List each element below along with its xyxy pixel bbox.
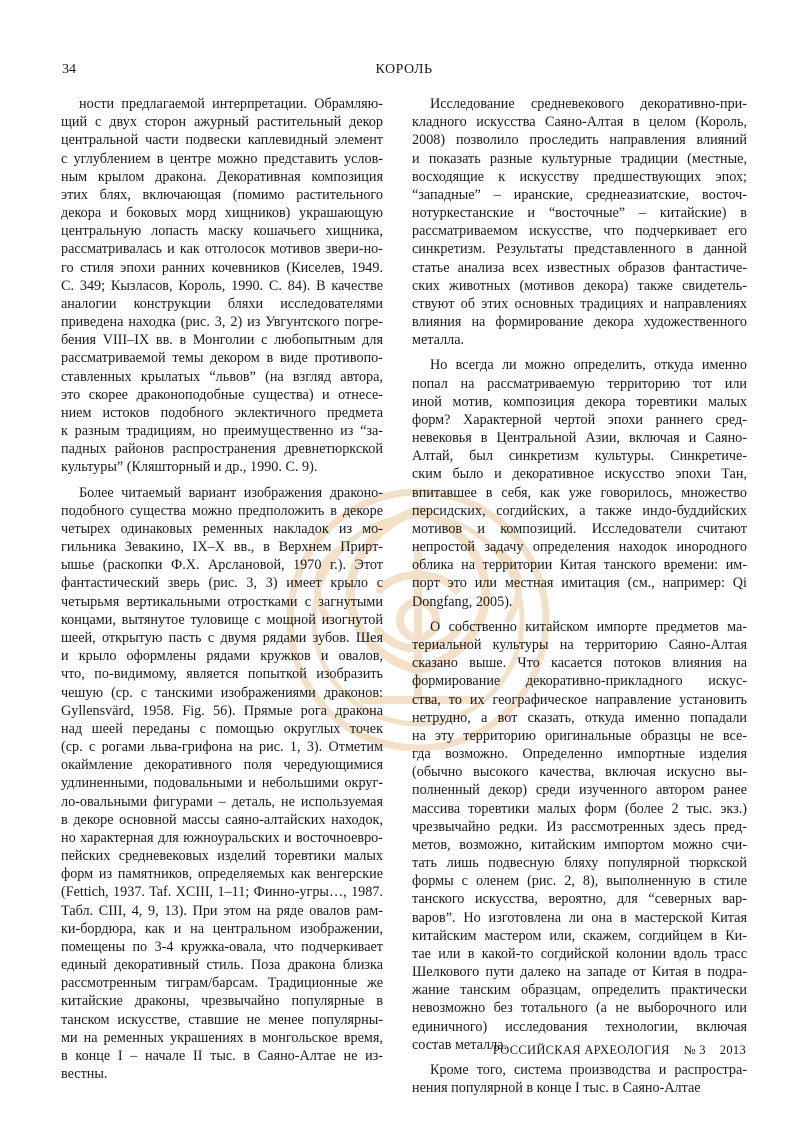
text-line: единичного) исследования технологии, включая <box>412 1018 747 1035</box>
text-line: и показать разные культурные традиции (местные, <box>412 150 747 167</box>
text-line: шеей, открытую пасть с двумя рядами зубов. Шея <box>61 629 383 646</box>
text-line: форм? Характерной чертой эпохи раннего сред- <box>412 411 747 428</box>
text-line: тать лишь подвесную бляху популярной тюркской <box>412 855 747 872</box>
text-line: в декоре основной массы саяно-алтайских находок, <box>61 811 383 828</box>
text-line: чешую (ср. с танскими изображениями драконов: <box>61 684 383 701</box>
text-line: Dongfang, 2005). <box>412 593 513 610</box>
text-line: (обычно высокого качества, включая искусно вы- <box>412 764 747 781</box>
text-line: аналогии конструкции бляхи исследователями <box>61 295 383 312</box>
text-line: статье анализа всех известных образов фантастиче- <box>412 259 747 276</box>
text-line: что, по-видимому, является попыткой изобразить <box>61 666 383 683</box>
text-line: Более читаемый вариант изображения драконо- <box>79 484 383 501</box>
text-line: персидских, согдийских, а также индо-буддийских <box>412 502 747 519</box>
text-line: кладного искусства Саяно-Алтая в целом (Король, <box>412 114 747 131</box>
text-line: рассматривалась и как отголосок мотивов звери-но- <box>61 241 383 258</box>
text-line: металла. <box>412 332 465 349</box>
text-line: чрезвычайно редки. Из рассмотренных здесь пред- <box>412 818 747 835</box>
text-line: впитавшее в себя, как уже говорилось, множество <box>412 484 747 501</box>
text-line: к разным традициям, но преимущественно из “за- <box>61 423 383 440</box>
text-line: удлиненными, подовальными и небольшими округ- <box>61 775 383 792</box>
text-line: Исследование средневекового декоративно-при- <box>430 96 747 112</box>
text-line: ских животных (мотивов декора) также свидетель- <box>412 277 747 294</box>
text-line: ности предлагаемой интерпретации. Обрамляю- <box>79 96 383 112</box>
paragraph <box>412 95 747 349</box>
text-line: фантастический зверь (рис. 3, 3) имеет крыло с <box>61 575 383 592</box>
paragraph <box>412 1061 747 1097</box>
text-line: варов”. Но изготовлена ли она в мастерской Китая <box>412 909 747 926</box>
text-line: и крыло оформлены рядами кружков и овалов, <box>61 648 383 665</box>
text-line: нотуркестанские и “восточные” – китайские) в <box>412 205 747 222</box>
text-line: концами, вытянутое туловище с мощной изогнутой <box>61 611 383 628</box>
text-line: подобного существа можно предположить в декоре <box>61 502 383 519</box>
text-line: падных районов распространения древнетюркской <box>61 441 383 458</box>
text-line: метов, возможно, китайским импортом можно счи- <box>412 836 747 853</box>
footer-year: 2013 <box>719 1043 746 1057</box>
text-line: ло-овальными фигурами – деталь, не используемая <box>61 793 383 810</box>
text-line: окаймление декоративного поля чередующимися <box>61 757 383 774</box>
text-line: рассмотренным тиграм/барсам. Традиционные же <box>61 975 383 992</box>
text-line: рассматриваемом искусстве, что подчеркивает его <box>412 223 747 240</box>
text-line: вестны. <box>61 1066 108 1083</box>
text-line: формирование декоративно-прикладного искус- <box>412 673 747 690</box>
text-line: ми на ременных украшениях в монгольское время, <box>61 1029 383 1046</box>
text-line: ышье (раскопки Ф.Х. Арслановой, 1970 г.). Этот <box>61 557 383 574</box>
text-line: мотивов и композиций. Исследователи считают <box>412 520 747 537</box>
text-line: но характерная для южноуральских и восточноевро- <box>61 829 383 846</box>
text-line: пейских средневековых изделий торевтики малых <box>61 848 383 865</box>
text-line: помещены по 3-4 кружка-овала, что подчеркивает <box>61 938 383 955</box>
text-line: декора и боковых морд хищников) украшающую <box>61 205 383 222</box>
text-line: жание танским образцам, определить практически <box>412 982 747 999</box>
text-line: невозможно без тотального (а не выборочного или <box>412 1000 747 1017</box>
text-line: форм из памятников, определяемых как венгерские <box>61 866 383 883</box>
text-line: сказано выше. Что касается потоков влияния на <box>412 655 747 672</box>
text-line: китайские драконы, чрезвычайно популярные в <box>61 993 383 1010</box>
text-line: на эту территорию оригинальные образцы не все- <box>412 727 747 744</box>
right-column <box>412 95 747 1097</box>
text-line: четырех одинаковых ременных накладок из мо- <box>61 520 383 537</box>
text-line: облика на территории Китая танского времени: им- <box>412 557 747 574</box>
paragraph <box>412 356 747 610</box>
text-line: невековья в Центральной Азии, включая и Саяно- <box>412 430 747 447</box>
text-line: четырьмя вертикальными отростками с загнутыми <box>61 593 383 610</box>
text-line: приведена находка (рис. 3, 2) из Увгунтского погре- <box>61 314 383 331</box>
text-line: (Fettich, 1937. Taf. XCIII, 1–11; Финно-угры…, 1987. <box>61 884 383 901</box>
text-line: Но всегда ли можно определить, откуда именно <box>430 357 747 374</box>
text-line: Gyllensvärd, 1958. Fig. 56). Прямые рога дракона <box>61 702 383 719</box>
paragraph <box>61 484 383 1084</box>
text-line: ки-бордюра, как и на центральном изображении, <box>61 920 383 937</box>
text-line: влияния на формирование декора художественного <box>412 314 747 331</box>
text-line: ным крылом дракона. Декоративная композиция <box>61 168 383 185</box>
text-line: танского искусства, вероятно, для “северных вар- <box>412 891 747 908</box>
running-title: КОРОЛЬ <box>375 62 433 77</box>
text-line: гда возможно. Определенно импортные изделия <box>412 746 747 763</box>
text-line: над шеей переданы с помощью округлых точек <box>61 720 383 737</box>
text-line: этих блях, включающая (помимо растительного <box>61 186 383 203</box>
text-line: 2008) позволило проследить направления влияний <box>412 132 747 149</box>
text-line: восходящие к искусству предшествующих эпох; <box>412 168 747 185</box>
text-line: состав металла. <box>412 1036 508 1053</box>
left-column <box>61 95 383 1083</box>
text-line: Кроме того, система производства и распростра- <box>430 1061 747 1078</box>
text-line: Шелкового пути далеко на западе от Китая в подра- <box>412 964 747 981</box>
text-line: териальной культуры на территорию Саяно-Алтая <box>412 636 747 653</box>
text-line: центральную лопасть маску кошачьего хищника, <box>61 223 383 240</box>
text-line: Алтай, был синкретизм культуры. Синкретиче- <box>412 448 747 465</box>
text-line: единый декоративный стиль. Поза дракона близка <box>61 957 383 974</box>
text-line: китайским мастером или, скажем, согдийцем в Ки- <box>412 927 747 944</box>
text-line: го стиля эпохи ранних кочевников (Киселев, 1949. <box>61 259 383 276</box>
text-line: Табл. CIII, 4, 9, 13). При этом на ряде овалов рам- <box>61 902 383 919</box>
text-line: непростой задачу определения находок инородного <box>412 539 747 556</box>
paragraph <box>412 618 747 1054</box>
text-line: нения популярной в конце I тыс. в Саяно-Алтае <box>412 1080 701 1097</box>
text-line: центральной части подвески каплевидный элемент <box>61 132 383 149</box>
text-line: культуры” (Кляшторный и др., 1990. С. 9). <box>61 459 318 476</box>
page-number: 34 <box>62 62 76 77</box>
paragraph <box>61 95 383 477</box>
text-line: щий с двух сторон ажурный растительный декор <box>61 114 383 131</box>
page-footer <box>479 1043 746 1058</box>
text-line: попал на рассматриваемую территорию тот или <box>412 375 747 392</box>
text-line: (ср. с рогами льва-грифона на рис. 1, 3). Отметим <box>61 739 383 756</box>
text-line: бения VIII–IX вв. в Монголии с любопытным для <box>61 332 383 349</box>
text-line: порт это или местная имитация (см., например: Qi <box>412 575 747 592</box>
text-line: рассматриваемой темы декором в виде противопо- <box>61 350 383 367</box>
text-line: ставленных крылатых “львов” (на взгляд автора, <box>61 368 383 385</box>
text-line: с углублением в центре можно представить услов- <box>61 150 383 167</box>
text-line: формы с оленем (рис. 2, 8), выполненную в стиле <box>412 873 747 890</box>
text-line: тае или в какой-то согдийской колонии вдоль трасс <box>412 945 747 962</box>
text-line: гильника Зевакино, IX–X вв., в Верхнем Прирт- <box>61 539 383 556</box>
footer-issue: № 3 <box>683 1043 706 1057</box>
footer-journal-name: РОССИЙСКАЯ АРХЕОЛОГИЯ <box>492 1043 670 1057</box>
text-line: это скорее драконоподобные существа) и отнесе- <box>61 386 383 403</box>
text-line: ским было и декоративное искусство эпохи Тан, <box>412 466 747 483</box>
text-line: полненный декор) среди изученного автором ранее <box>412 782 747 799</box>
text-line: танском искусстве, ставшие не менее популярны- <box>61 1011 383 1028</box>
text-line: О собственно китайском импорте предметов ма- <box>430 618 747 635</box>
text-line: нием истоков подобного эклектичного предмета <box>61 404 383 421</box>
text-line: ствуют об этих основных традициях и направлениях <box>412 295 747 312</box>
text-line: ства, то их географическое направление установить <box>412 691 747 708</box>
text-line: С. 349; Кызласов, Король, 1990. С. 84). В качестве <box>61 277 383 294</box>
text-line: массива торевтики малых форм (более 2 тыс. экз.) <box>412 800 747 817</box>
text-line: иной мотив, композиция декора торевтики малых <box>412 393 747 410</box>
text-line: синкретизм. Результаты представленного в данной <box>412 241 747 258</box>
text-line: “западные” – иранские, среднеазиатские, восточ- <box>412 186 747 203</box>
text-line: нетрудно, а вот сказать, откуда именно попадали <box>412 709 747 726</box>
text-line: в конце I – начале II тыс. в Саяно-Алтае не из- <box>61 1047 383 1064</box>
